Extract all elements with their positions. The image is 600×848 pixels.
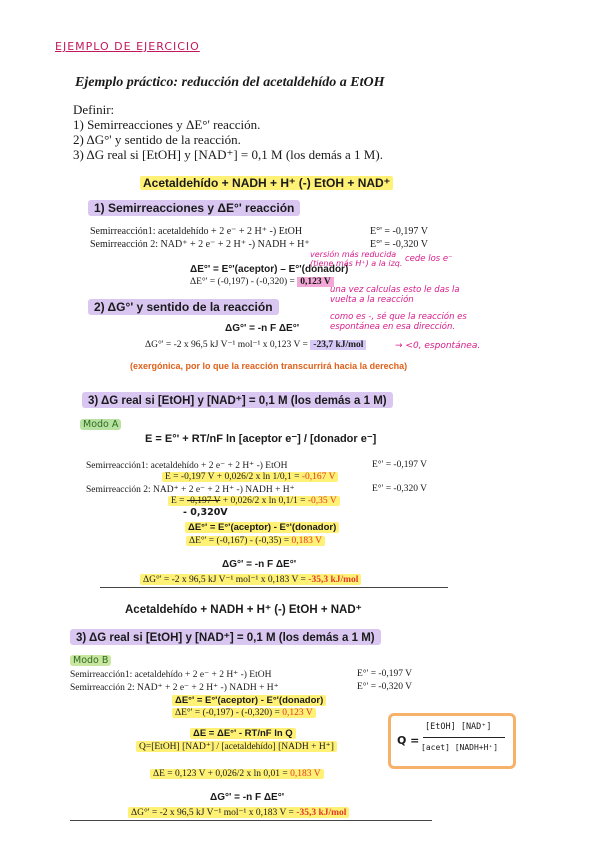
s2-eq2-prefix: ΔG°' = -2 x 96,5 kJ V⁻¹ mol⁻¹ x 0,123 V = xyxy=(145,340,308,350)
modo-a-badge: Modo A xyxy=(80,419,121,430)
s3a-dg-calc-prefix: ΔG°' = -2 x 96,5 kJ V⁻¹ mol⁻¹ x 0,183 V = xyxy=(143,575,306,585)
s3b-semi2: Semirreacción 2: NAD⁺ + 2 e⁻ + 2 H⁺ -) NADH + H⁺ xyxy=(70,683,279,693)
s3b-dg-calc-prefix: ΔG°' = -2 x 96,5 kJ V⁻¹ mol⁻¹ x 0,183 V = xyxy=(131,808,294,818)
s1-semi2: Semirreacción 2: NAD⁺ + 2 e⁻ + 2 H⁺ -) NADH + H⁺ xyxy=(90,239,310,250)
s2-note-espontanea: como es -, sé que la reacción es espontánea en esa dirección. xyxy=(330,312,467,332)
s3a-semi2-calc-result: -0,35 V xyxy=(307,496,337,506)
s1-semi1: Semirreacción1: acetaldehído + 2 e⁻ + 2 H⁺ -) EtOH xyxy=(90,226,303,237)
s3a-semi2: Semirreacción 2: NAD⁺ + 2 e⁻ + 2 H⁺ -) NADH + H⁺ xyxy=(86,485,295,495)
divider-b xyxy=(70,820,432,821)
s3b-dg-calc-result: -35,3 kJ/mol xyxy=(296,808,347,818)
s2-eq2-result: -23,7 kJ/mol xyxy=(310,340,366,350)
s3b-de-real xyxy=(150,769,324,779)
section1-title: 1) Semirreacciones y ΔE°' reacción xyxy=(88,200,300,216)
s3b-semi2-e: E°' = -0,320 V xyxy=(357,682,413,692)
definir-label: Definir: xyxy=(73,102,115,117)
s3b-semi1-e: E°' = -0,197 V xyxy=(357,669,413,679)
section2-title: 2) ΔG°' y sentido de la reacción xyxy=(88,299,279,315)
definir-item-1: 1) Semirreacciones y ΔE°' reacción. xyxy=(73,117,261,132)
s3b-dg-formula: ΔG°' = -n F ΔE°' xyxy=(210,792,285,803)
s3b-dg-calc xyxy=(128,807,349,818)
exercise-subtitle: Ejemplo práctico: reducción del acetaldehído a EtOH xyxy=(75,75,385,90)
s3a-semi2-calc xyxy=(168,496,340,506)
s3a-semi2-calc-strike: -0,197 V xyxy=(186,496,221,506)
main-reaction: Acetaldehído + NADH + H⁺ (-) EtOH + NAD⁺ xyxy=(140,176,393,190)
s3a-semi2-e: E°' = -0,320 V xyxy=(372,484,428,494)
s1-note-version: versión más reducida (tiene más H⁺) a la izq. xyxy=(310,250,403,268)
section3a-title: 3) ΔG real si [EtOH] y [NAD⁺] = 0,1 M (los demás a 1 M) xyxy=(82,392,393,408)
s3a-semi2-correction: - 0,320V xyxy=(183,507,228,518)
s2-eq2 xyxy=(145,339,366,350)
s1-eq1: ΔE°' = E°'(aceptor) – E°'(donador) xyxy=(190,264,349,275)
q-box-label: Q = xyxy=(397,734,420,747)
q-box-numerator: [EtOH] [NAD⁺] xyxy=(425,722,492,732)
s3a-dg-calc-result: -35,3 kJ/mol xyxy=(308,575,359,585)
s3b-q-def: Q=[EtOH] [NAD⁺] / [acetaldehído] [NADH + H⁺] xyxy=(136,741,337,752)
s3b-de-calc-prefix: ΔE°' = (-0,197) - (-0,320) = xyxy=(175,708,280,718)
s3a-dg-calc xyxy=(140,574,361,585)
s2-eq1: ΔG°' = -n F ΔE°' xyxy=(225,323,300,334)
s3a-formula: E = E°' + RT/nF ln [aceptor e⁻] / [donador e⁻] xyxy=(145,433,377,445)
s3a-de-calc-result: 0,183 V xyxy=(291,536,322,546)
s1-eq2-prefix: ΔE°' = (-0,197) - (-0,320) = xyxy=(190,277,295,287)
s3a-semi1-calc xyxy=(162,472,338,482)
s1-eq2 xyxy=(190,277,334,287)
s3a-de-formula: ΔE°' = E°'(aceptor) - E°'(donador) xyxy=(185,522,339,533)
s3a-semi2-calc-a: E = xyxy=(171,496,185,506)
s3b-de-formula: ΔE°' = E°'(aceptor) - E°'(donador) xyxy=(172,695,326,706)
s1-semi1-e: E°' = -0,197 V xyxy=(370,226,428,237)
page-header-title: EJEMPLO DE EJERCICIO xyxy=(55,40,200,53)
s3b-de-real-result: 0,183 V xyxy=(290,769,321,779)
s3a-semi1: Semirreacción1: acetaldehído + 2 e⁻ + 2 H⁺ -) EtOH xyxy=(86,461,288,471)
s3b-nernst: ΔE = ΔE°' - RT/nF ln Q xyxy=(190,728,296,739)
s3a-de-calc-prefix: ΔE°' = (-0,167) - (-0,35) = xyxy=(189,536,290,546)
s1-eq2-result: 0,123 V xyxy=(297,277,333,287)
section3b-title: 3) ΔG real si [EtOH] y [NAD⁺] = 0,1 M (los demás a 1 M) xyxy=(70,629,381,645)
q-handwritten-box xyxy=(388,713,516,769)
q-box-fraction-bar xyxy=(423,737,505,738)
modo-b-badge: Modo B xyxy=(70,655,111,666)
s1-semi2-e: E°' = -0,320 V xyxy=(370,239,428,250)
s3b-de-calc-result: 0,123 V xyxy=(282,708,313,718)
s3a-semi2-calc-b: + 0,026/2 x ln 0,1/1 = xyxy=(222,496,306,506)
s2-conclusion: (exergónica, por lo que la reacción transcurrirá hacia la derecha) xyxy=(130,361,408,371)
s3a-dg-formula: ΔG°' = -n F ΔE°' xyxy=(222,559,297,570)
s3a-semi1-e: E°' = -0,197 V xyxy=(372,460,428,470)
s2-note-menor-cero: → <0, espontánea. xyxy=(395,341,481,351)
divider-a xyxy=(100,587,448,588)
s1-note-vuelta: una vez calculas esto le das la vuelta a la reacción xyxy=(330,285,460,305)
s1-note-cede: cede los e⁻ xyxy=(405,254,453,264)
definir-item-3: 3) ΔG real si [EtOH] y [NAD⁺] = 0,1 M (los demás a 1 M). xyxy=(73,147,383,162)
q-box-denominator: [acet] [NADH+H⁺] xyxy=(421,743,499,752)
s3b-de-calc xyxy=(172,708,316,718)
s3b-de-real-prefix: ΔE = 0,123 V + 0,026/2 x ln 0,01 = xyxy=(153,769,288,779)
definir-item-2: 2) ΔG°' y sentido de la reacción. xyxy=(73,132,241,147)
reaction-repeat: Acetaldehído + NADH + H⁺ (-) EtOH + NAD⁺ xyxy=(125,604,362,616)
s3a-de-calc xyxy=(186,536,325,546)
s3a-semi1-calc-result: -0,167 V xyxy=(301,472,336,482)
s3b-semi1: Semirreacción1: acetaldehído + 2 e⁻ + 2 H⁺ -) EtOH xyxy=(70,670,272,680)
s3a-semi1-calc-prefix: E = -0,197 V + 0,026/2 x ln 1/0,1 = xyxy=(165,472,300,482)
